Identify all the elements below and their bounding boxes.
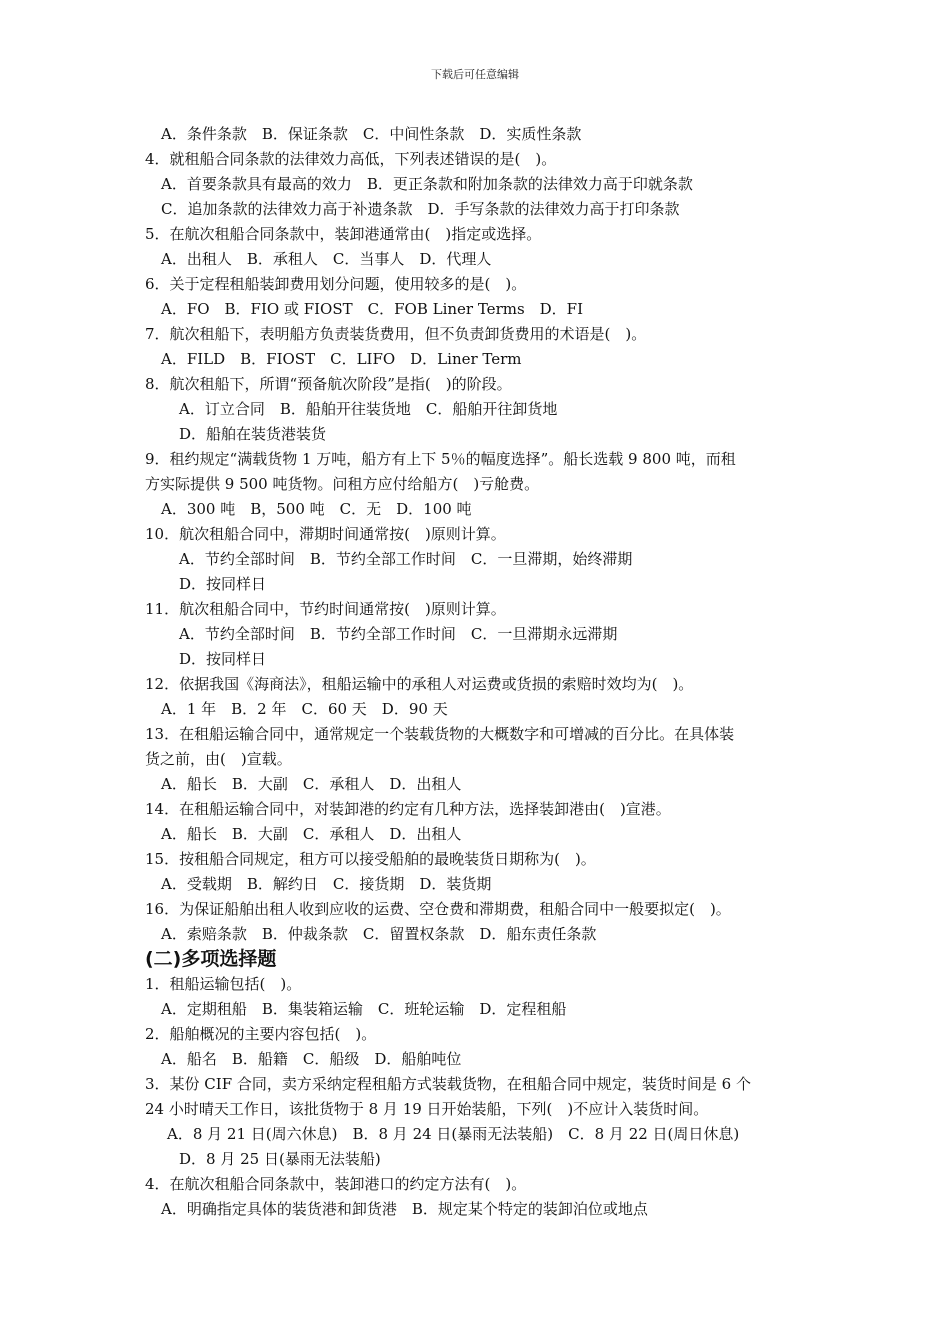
question-line: 10．航次租船合同中，滞期时间通常按( )原则计算。 <box>145 525 506 543</box>
question-line: 13．在租船运输合同中，通常规定一个装载货物的大概数字和可增减的百分比。在具体装 <box>145 725 735 743</box>
answer-options-line: A．8 月 21 日(周六休息) B．8 月 24 日(暴雨无法装船) C．8 月 22 日(周日休息) <box>167 1125 740 1143</box>
question-line: 1．租船运输包括( )。 <box>145 975 302 993</box>
answer-options-line: A．受载期 B．解约日 C．接货期 D．装货期 <box>161 875 492 893</box>
question-line: 16．为保证船舶出租人收到应收的运费、空仓费和滞期费，租船合同中一般要拟定( )。 <box>145 900 731 918</box>
question-line: 11．航次租船合同中，节约时间通常按( )原则计算。 <box>145 600 506 618</box>
answer-options-line: A．300 吨 B，500 吨 C．无 D．100 吨 <box>161 500 472 518</box>
question-line: 4．就租船合同条款的法律效力高低，下列表述错误的是( )。 <box>145 150 557 168</box>
answer-options-line: A．出租人 B．承租人 C．当事人 D．代理人 <box>161 250 492 268</box>
answer-options-line: A．首要条款具有最高的效力 B．更正条款和附加条款的法律效力高于印就条款 <box>161 175 693 193</box>
question-line: 4．在航次租船合同条款中，装卸港口的约定方法有( )。 <box>145 1175 527 1193</box>
answer-options-line: A．节约全部时间 B．节约全部工作时间 C．一旦滞期，始终滞期 <box>179 550 633 568</box>
question-line: 24 小时晴天工作日，该批货物于 8 月 19 日开始装船，下列( )不应计入装货时间。 <box>145 1100 709 1118</box>
question-line: 15．按租船合同规定，租方可以接受船舶的最晚装货日期称为( )。 <box>145 850 596 868</box>
question-line: 9．租约规定“满载货物 1 万吨，船方有上下 5％的幅度选择”。船长选载 9 800 吨，而租 <box>145 450 736 468</box>
answer-options-line: A．船名 B．船籍 C．船级 D．船舶吨位 <box>161 1050 462 1068</box>
answer-options-line: D．按同样日 <box>179 575 267 593</box>
document-body <box>145 122 810 1222</box>
question-line: 8．航次租船下，所谓“预备航次阶段”是指( )的阶段。 <box>145 375 512 393</box>
question-line: 5．在航次租船合同条款中，装卸港通常由( )指定或选择。 <box>145 225 542 243</box>
page-header: 下载后可任意编辑 <box>431 68 519 81</box>
question-line: 7．航次租船下，表明船方负责装货费用，但不负责卸货费用的术语是( )。 <box>145 325 647 343</box>
answer-options-line: A．1 年 B．2 年 C．60 天 D．90 天 <box>161 700 448 718</box>
question-line: 14．在租船运输合同中，对装卸港的约定有几种方法，选择装卸港由( )宣港。 <box>145 800 671 818</box>
answer-options-line: A．船长 B．大副 C．承租人 D．出租人 <box>161 775 462 793</box>
answer-options-line: A．节约全部时间 B．节约全部工作时间 C．一旦滞期永远滞期 <box>179 625 618 643</box>
answer-options-line: A．索赔条款 B．仲裁条款 C．留置权条款 D．船东责任条款 <box>161 925 597 943</box>
answer-options-line: A．条件条款 B．保证条款 C．中间性条款 D．实质性条款 <box>161 125 582 143</box>
question-line: 货之前，由( )宣载。 <box>145 750 292 768</box>
answer-options-line: D．8 月 25 日(暴雨无法装船) <box>179 1150 381 1168</box>
question-line: 2．船舶概况的主要内容包括( )。 <box>145 1025 377 1043</box>
answer-options-line: A．船长 B．大副 C．承租人 D．出租人 <box>161 825 462 843</box>
answer-options-line: A．FILD B．FIOST C．LIFO D．Liner Term <box>161 350 522 368</box>
answer-options-line: C．追加条款的法律效力高于补遗条款 D．手写条款的法律效力高于打印条款 <box>161 200 680 218</box>
answer-options-line: D．按同样日 <box>179 650 267 668</box>
answer-options-line: A．明确指定具体的装货港和卸货港 B．规定某个特定的装卸泊位或地点 <box>161 1200 648 1218</box>
question-line: 3．某份 CIF 合同，卖方采纳定程租船方式装载货物，在租船合同中规定，装货时间是 6 个 <box>145 1075 751 1093</box>
question-line: 6．关于定程租船装卸费用划分问题，使用较多的是( )。 <box>145 275 527 293</box>
section-heading: (二)多项选择题 <box>145 948 277 970</box>
answer-options-line: A．订立合同 B．船舶开往装货地 C．船舶开往卸货地 <box>179 400 558 418</box>
question-line: 12．依据我国《海商法》，租船运输中的承租人对运费或货损的索赔时效均为( )。 <box>145 675 694 693</box>
answer-options-line: A．定期租船 B．集装箱运输 C．班轮运输 D．定程租船 <box>161 1000 567 1018</box>
question-line: 方实际提供 9 500 吨货物。问租方应付给船方( )亏舱费。 <box>145 475 540 493</box>
answer-options-line: D．船舶在装货港装货 <box>179 425 327 443</box>
answer-options-line: A．FO B．FIO 或 FIOST C．FOB Liner Terms D．FI <box>161 300 584 318</box>
